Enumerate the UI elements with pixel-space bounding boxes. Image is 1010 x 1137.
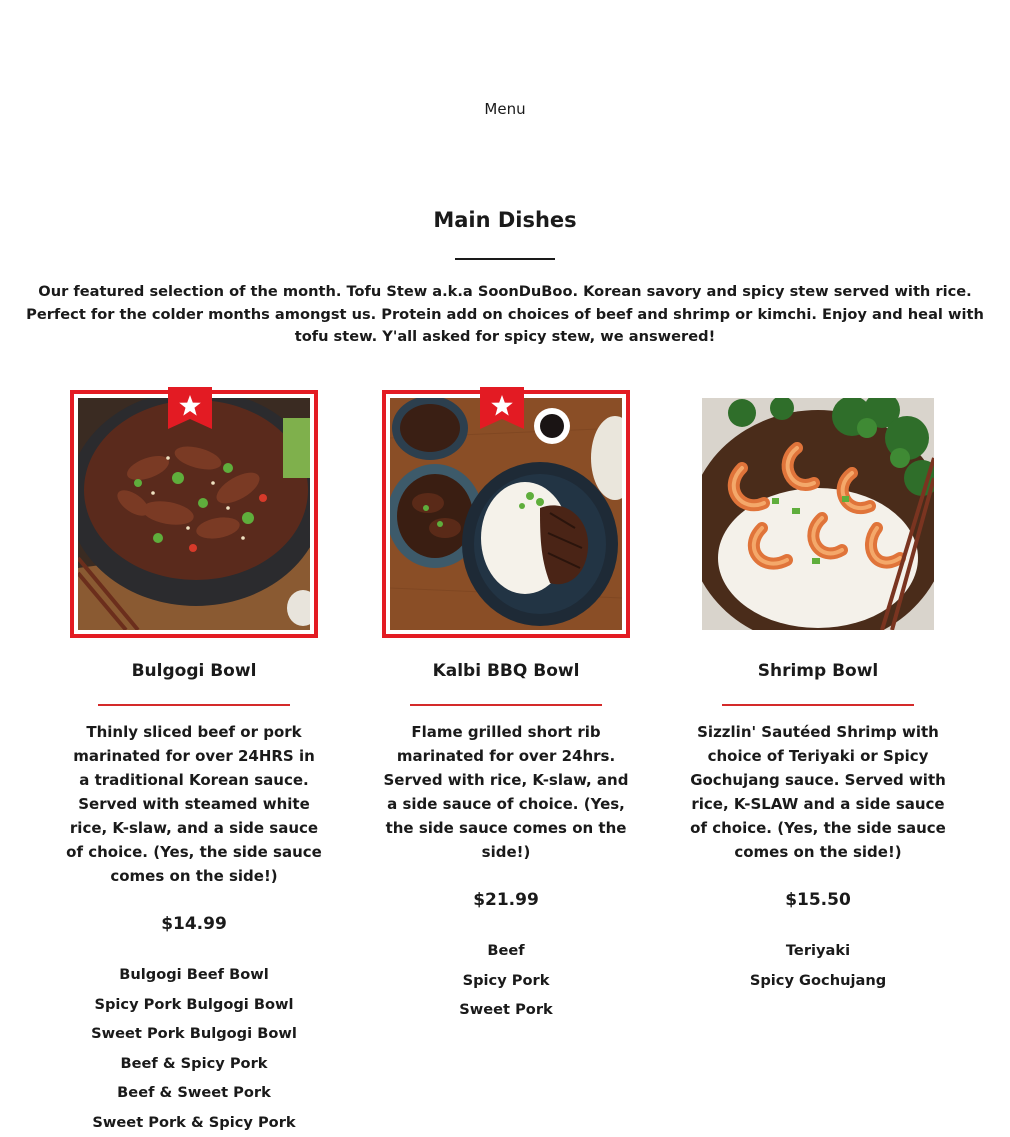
dish-option[interactable]: Sweet Pork [374, 995, 638, 1025]
featured-star-icon [168, 387, 212, 429]
dish-card-shrimp [686, 390, 950, 995]
title-divider [455, 258, 555, 260]
dish-option[interactable]: Sweet Pork Bulgogi Bowl [62, 1019, 326, 1049]
dish-option[interactable]: Spicy Gochujang [686, 966, 950, 996]
dish-name: Shrimp Bowl [686, 660, 950, 682]
dish-divider [410, 704, 602, 706]
dish-options-list [62, 960, 326, 1137]
dish-name: Bulgogi Bowl [62, 660, 326, 682]
dish-photo-frame [694, 390, 942, 638]
dish-option[interactable]: Teriyaki [686, 936, 950, 966]
dish-price: $15.50 [686, 890, 950, 910]
dish-name: Kalbi BBQ Bowl [374, 660, 638, 682]
section-title: Main Dishes [0, 208, 1010, 232]
dish-price: $14.99 [62, 914, 326, 934]
dish-options-list [686, 936, 950, 995]
bulgogi-bowl-image[interactable] [78, 398, 310, 630]
section-intro: Our featured selection of the month. Tofu Stew a.k.a SoonDuBoo. Korean savory and spicy stew served with rice. Perfect for the colder months amongst us. Protein add on choices of beef and shrimp or kimchi. Enjoy and heal with tofu stew. Y'all asked for spicy stew, we answered! [24, 281, 986, 349]
dish-option[interactable]: Beef [374, 936, 638, 966]
dish-option[interactable]: Spicy Pork Bulgogi Bowl [62, 990, 326, 1020]
dish-price: $21.99 [374, 890, 638, 910]
dish-divider [98, 704, 290, 706]
nav-menu-link[interactable]: Menu [0, 100, 1010, 118]
dish-option[interactable]: Beef & Spicy Pork [62, 1049, 326, 1079]
dish-card-kalbi [374, 390, 638, 1025]
dish-description: Sizzlin' Sautéed Shrimp with choice of Teriyaki or Spicy Gochujang sauce. Served with rice, K-SLAW and a side sauce of choice. (Yes, the side sauce comes on the side!) [686, 720, 950, 864]
dish-description: Thinly sliced beef or pork marinated for over 24HRS in a traditional Korean sauce. Served with steamed white rice, K-slaw, and a side sauce of choice. (Yes, the side sauce comes on the side!) [62, 720, 326, 888]
dish-option[interactable]: Bulgogi Beef Bowl [62, 960, 326, 990]
dish-option[interactable]: Sweet Pork & Spicy Pork [62, 1108, 326, 1137]
kalbi-bbq-bowl-image[interactable] [390, 398, 622, 630]
dish-option[interactable]: Spicy Pork [374, 966, 638, 996]
dish-divider [722, 704, 914, 706]
dish-card-bulgogi [62, 390, 326, 1137]
dish-photo-frame [70, 390, 318, 638]
dish-option[interactable]: Beef & Sweet Pork [62, 1078, 326, 1108]
featured-star-icon [480, 387, 524, 429]
dish-photo-frame [382, 390, 630, 638]
dish-options-list [374, 936, 638, 1025]
dish-description: Flame grilled short rib marinated for over 24hrs. Served with rice, K-slaw, and a side sauce of choice. (Yes, the side sauce comes on the side!) [374, 720, 638, 864]
shrimp-bowl-image[interactable] [702, 398, 934, 630]
